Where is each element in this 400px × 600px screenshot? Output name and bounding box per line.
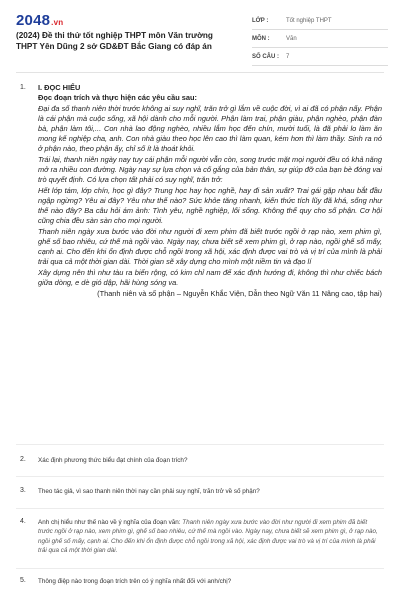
meta-value: Tốt nghiệp THPT xyxy=(286,17,332,24)
site-logo[interactable] xyxy=(16,12,63,29)
question-text: Xác định phương thức biểu đạt chính của đoạn trích? xyxy=(38,457,188,464)
meta-label: SỐ CÂU : xyxy=(252,53,279,60)
question-text: Theo tác giả, vì sao thanh niên thời nay cần phải suy nghĩ, trăn trở về số phận? xyxy=(38,488,260,495)
passage-paragraph: Đại đa số thanh niên thời trước không ai suy nghĩ, trăn trở gì lắm về cuộc đời, vì ai đã có phận nấy. Phận là cái phận mà cuộc sống, xã hội dành cho mỗi người. Phận làm trai, phận giàu, phận nghèo, phận đàn bà, phận làm tôi,... Con nhà lao động nghèo, nhiều lắm học đến chín, mười tuổi, là đã phải lo làm ăn mong kế nghiệp cha, anh. Con nhà giàu theo học lên cao thì làm quan, kém hơn thì làm thầy. Sinh ra nó ở phận nào, theo phận ấy, chỉ số ít là thoát khỏi. xyxy=(38,104,382,153)
question-divider xyxy=(16,568,384,569)
question-divider xyxy=(16,476,384,477)
meta-label: LỚP : xyxy=(252,17,269,24)
meta-value: Văn xyxy=(286,35,297,42)
question-number: 2. xyxy=(20,456,26,463)
passage-paragraph: Hết lớp tám, lớp chín, học gì đây? Trung học hay học nghề, hay đi sản xuất? Trai gái gặp nhau bắt đầu ngập ngừng? Yêu ai đây? Yêu như thế nào? Sức khỏe tăng nhanh, kiến thức tích lũy đã khá, sống như thế nào đây? Ba câu hỏi ám ảnh: Tình yêu, nghề nghiệp, lối sống. Không thể quy cho số phận. Cơ hội cũng chia đều sàn sàn cho mọi người. xyxy=(38,186,382,225)
passage-source: (Thanh niên và số phận – Nguyễn Khắc Viện, Dẫn theo Ngữ Văn 11 Nâng cao, tập hai) xyxy=(97,289,382,298)
question-number: 5. xyxy=(20,577,26,584)
passage-paragraph: Thanh niên ngày xưa bước vào đời như người đi xem phim đã biết trước ngồi ở rạp nào, xem phim gì, ghế số bao nhiêu, cứ thế mà ngồi vào. Ngày nay, chưa biết sẽ xem phim gì, ở rạp nào, ngồi ghế số mấy, cạnh ai. Cho đến khi ổn định được chỗ ngồi trong xã hội, xác định được vai trò và vị trí của mình là phải trải qua cả một thời gian dài. Thời gian sẽ xây dựng cho mình một niềm tin và đạo lí xyxy=(38,227,382,266)
meta-row-question-count xyxy=(252,48,388,66)
question-text: Thông điệp nào trong đoạn trích trên có ý nghĩa nhất đối với anh/chị? xyxy=(38,578,232,585)
logo-tld: .vn xyxy=(51,18,64,27)
exam-meta xyxy=(252,12,388,66)
meta-label: MÔN : xyxy=(252,35,270,42)
question-number: 1. xyxy=(20,84,26,91)
question-text-block xyxy=(38,518,382,556)
question-divider xyxy=(16,508,384,509)
question-divider xyxy=(16,444,384,445)
header-divider xyxy=(16,72,384,73)
question-number: 3. xyxy=(20,487,26,494)
question-number: 4. xyxy=(20,518,26,525)
logo-main: 2048 xyxy=(16,12,51,29)
meta-row-subject xyxy=(252,30,388,48)
passage-paragraph: Trái lại, thanh niên ngày nay tuy cái phận mỗi người vẫn còn, song trước mặt mọi người đều có khả năng mở ra nhiều con đường. Ngày nay sự lựa chọn và cố gắng của bản thân, sự giúp đỡ của bạn bè đóng vai trò quyết định. Có lựa chọn tất phải có suy nghĩ, trăn trở: xyxy=(38,155,382,184)
meta-value: 7 xyxy=(286,53,290,60)
reading-section xyxy=(38,83,382,299)
section-instruction: Đọc đoạn trích và thực hiện các yêu cầu sau: xyxy=(38,93,197,102)
section-heading: I. ĐỌC HIỂU xyxy=(38,83,81,92)
question-text: Anh chị hiểu như thế nào về ý nghĩa của đoạn văn: xyxy=(38,519,181,526)
meta-row-class xyxy=(252,12,388,30)
document-title: (2024) Đề thi thử tốt nghiệp THPT môn Văn trường THPT Yên Dũng 2 sở GD&ĐT Bắc Giang có đáp án xyxy=(16,31,213,51)
passage-paragraph: Xây dựng nên thì như tàu ra biển rộng, có kim chỉ nam để xác định hướng đi, không thì như chiếc bách giữa dòng, e dè gió dập, hãi hùng sóng va. xyxy=(38,268,382,287)
question-quote: Thanh niên ngày xưa bước vào đời như người đi xem phim đã biết trước ngồi ở rạp nào, xem phim gì, ghế số bao nhiêu, cứ thế mà ngồi vào. Ngày nay, chưa biết sẽ xem phim gì, ở rạp nào, ngồi ghế số mấy, cạnh ai. Cho đến khi ổn định được chỗ ngồi trong xã hội, xác định được vai trò và vị trí của mình là phải trải qua cả một thời gian dài. xyxy=(38,519,378,555)
